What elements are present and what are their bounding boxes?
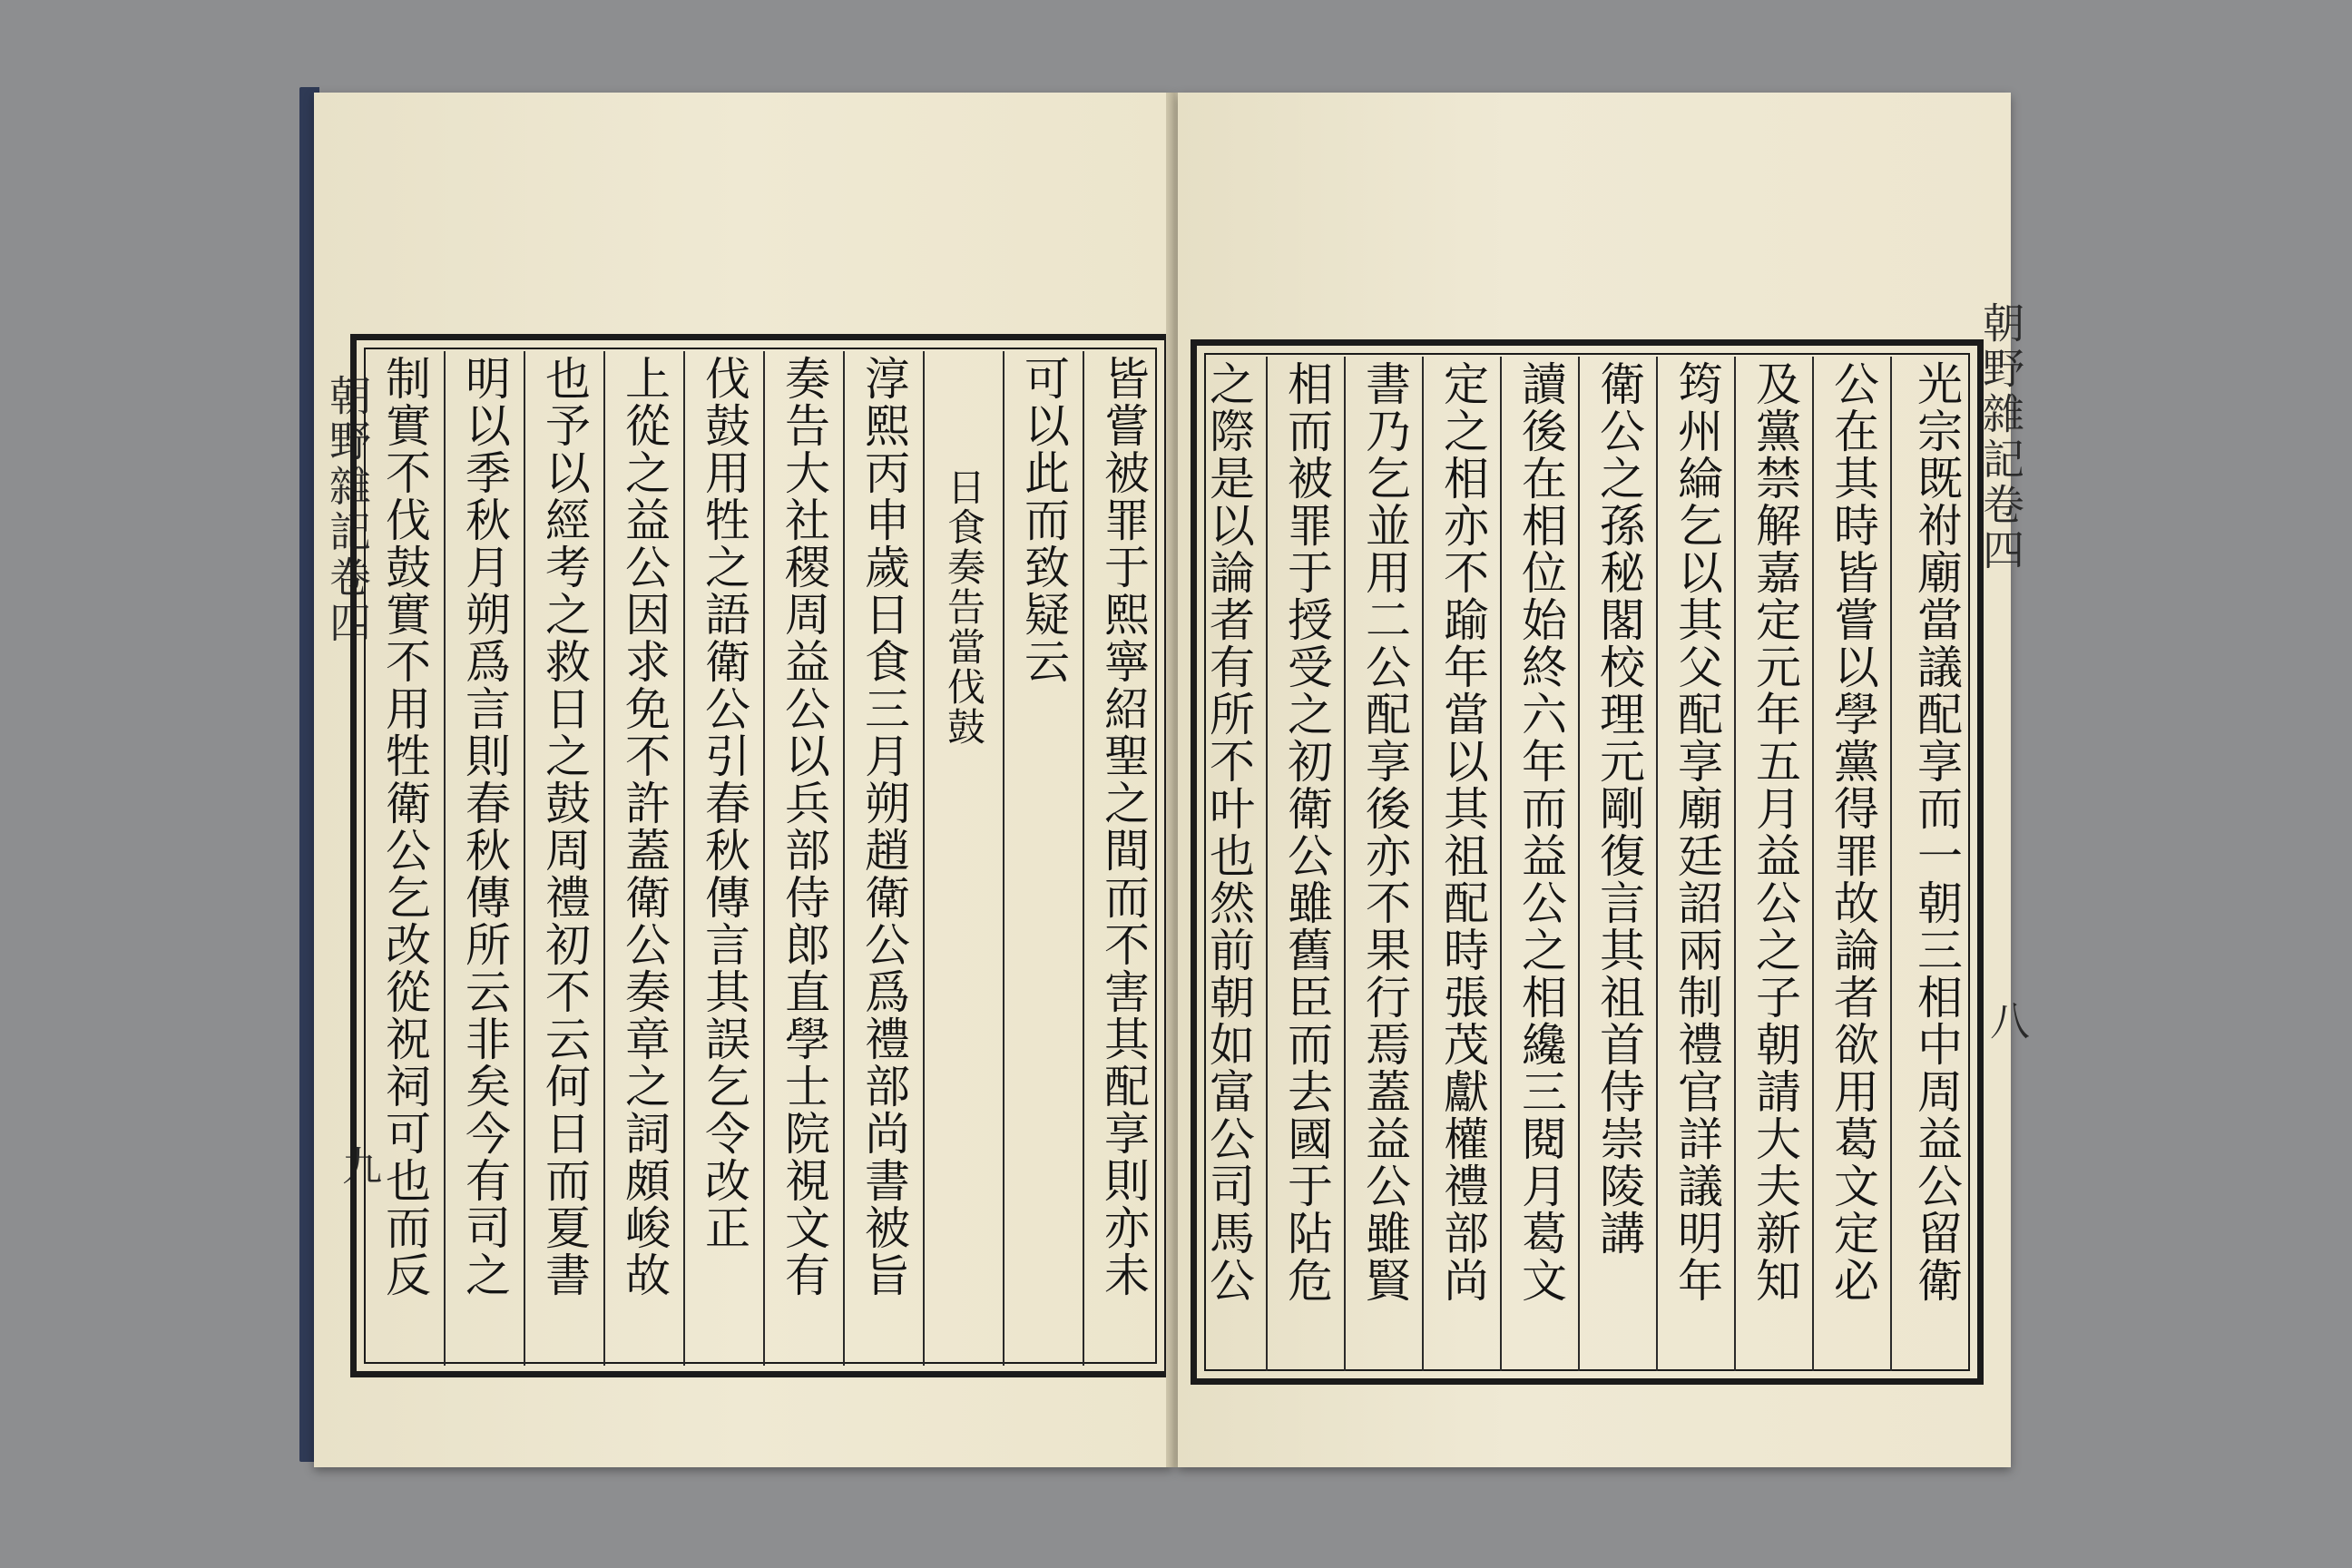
left-column-1: 皆嘗被罪于熙寧紹聖之間而不害其配享則亦未: [1097, 355, 1150, 1298]
left-column-9: 明以季秋月朔爲言則春秋傳所云非矣今有司之: [458, 355, 511, 1298]
column-rule: [683, 351, 685, 1366]
right-column-8: 書乃乞並用二公配享後亦不果行焉蓋益公雖賢: [1358, 360, 1411, 1304]
right-column-6: 讀後在相位始終六年而益公之相纔三閱月葛文: [1514, 360, 1567, 1304]
column-rule: [603, 351, 605, 1366]
column-rule: [1812, 357, 1814, 1371]
open-book: [299, 87, 2029, 1485]
right-column-10: 之際是以論者有所不叶也然前朝如富公司馬公: [1202, 360, 1255, 1304]
column-rule: [923, 351, 925, 1366]
left-page-folio: 九: [335, 1145, 381, 1185]
left-text-frame: [350, 334, 1171, 1377]
left-column-2: 可以此而致疑云: [1017, 355, 1070, 685]
column-rule: [1656, 357, 1658, 1371]
left-column-10: 制實不伐鼓實不用牲衛公乞改從祝祠可也而反: [378, 355, 431, 1298]
column-rule: [1344, 357, 1346, 1371]
right-column-3: 及黨禁解嘉定元年五月益公之子朝請大夫新知: [1749, 360, 1801, 1304]
column-rule: [1083, 351, 1084, 1366]
right-text-frame: [1191, 339, 1984, 1385]
column-rule: [1578, 357, 1580, 1371]
right-column-7: 定之相亦不踰年當以其祖配時張茂獻權禮部尚: [1436, 360, 1489, 1304]
right-column-4: 筠州綸乞以其父配享廟廷詔兩制禮官詳議明年: [1671, 360, 1723, 1304]
left-column-4: 淳熙丙申歲日食三月朔趙衛公爲禮部尚書被旨: [858, 355, 910, 1298]
right-column-2: 公在其時皆嘗以學黨得罪故論者欲用葛文定必: [1827, 360, 1879, 1304]
column-rule: [444, 351, 446, 1366]
column-rule: [763, 351, 765, 1366]
left-column-6: 伐鼓用牲之語衛公引春秋傳言其誤乞令改正: [698, 355, 750, 1251]
left-column-3-heading: 日食奏告當伐鼓: [942, 467, 986, 747]
column-rule: [1266, 357, 1268, 1371]
left-page: [314, 93, 1172, 1467]
left-column-7: 上從之益公因求免不許蓋衛公奏章之詞頗峻故: [618, 355, 671, 1298]
column-rule: [1003, 351, 1004, 1366]
right-column-5: 衛公之孫秘閣校理元剛復言其祖首侍崇陵講: [1592, 360, 1645, 1257]
column-rule: [1500, 357, 1502, 1371]
column-rule: [1734, 357, 1736, 1371]
right-page: [1178, 93, 2029, 1467]
left-page-margin-title: 朝野雜記卷四: [323, 374, 372, 646]
right-column-1: 光宗既祔廟當議配享而一朝三相中周益公留衛: [1910, 360, 1963, 1304]
right-page-folio: 八: [1983, 1000, 2029, 1040]
left-column-8: 也予以經考之救日之鼓周禮初不云何日而夏書: [538, 355, 591, 1298]
column-rule: [843, 351, 845, 1366]
column-rule: [524, 351, 525, 1366]
right-page-margin-title: 朝野雜記卷四: [1976, 301, 2025, 573]
left-column-5: 奏告大社稷周益公以兵部侍郎直學士院視文有: [778, 355, 830, 1298]
right-column-9: 相而被罪于授受之初衛公雖舊臣而去國于阽危: [1280, 360, 1333, 1304]
column-rule: [1890, 357, 1892, 1371]
column-rule: [1422, 357, 1424, 1371]
